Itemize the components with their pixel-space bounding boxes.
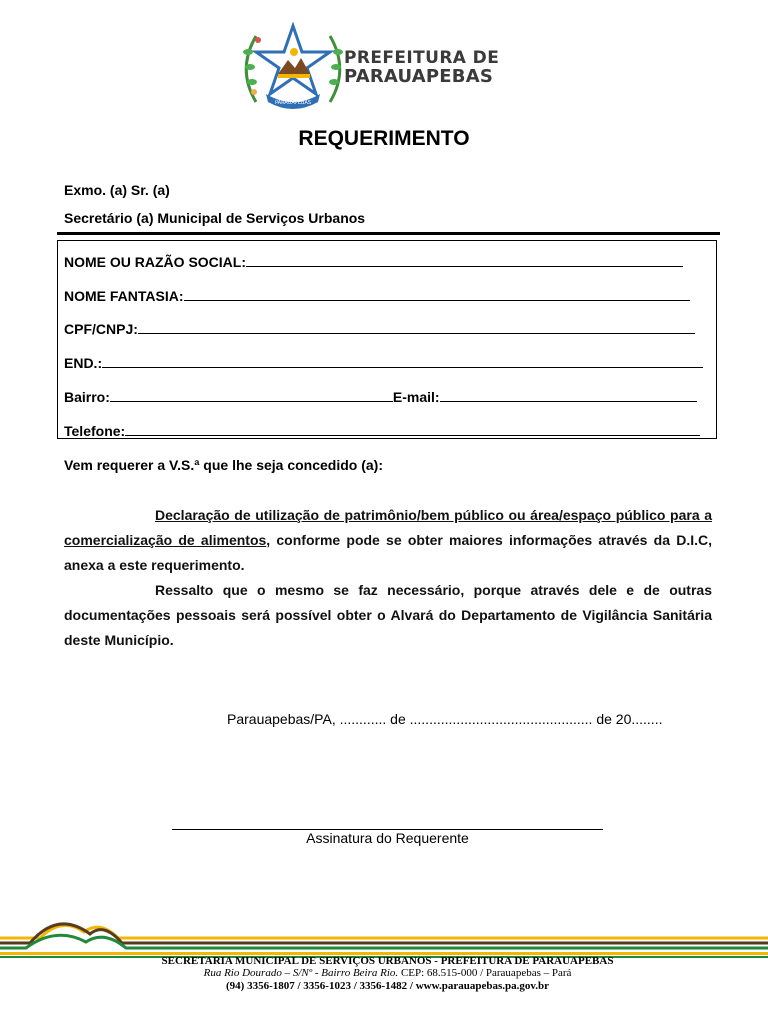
field-label-email: E-mail: [392,389,440,405]
blank-line [125,423,700,436]
blank-line [184,288,690,301]
date-place-line: Parauapebas/PA, ............ de ............................................... de 20........ [227,711,663,727]
blank-line [246,254,683,267]
field-label-nome: NOME OU RAZÃO SOCIAL: [64,254,246,270]
blank-line [440,389,697,402]
justification-text: Ressalto que o mesmo se faz necessário, porque através dele e de outras documentações pessoais será possível obter o Alvará do Departamento de Vigilância Sanitária deste Município. [64,582,712,648]
blank-line [138,321,695,334]
brand-line-1: PREFEITURA DE [344,48,500,68]
recipient: Secretário (a) Municipal de Serviços Urbanos [64,210,366,226]
declaration-rest: , conforme pode se obter maiores informações através da D.I.C, anexa a este requerimento. [64,532,712,573]
field-label-telefone: Telefone: [64,423,126,439]
signature-label: Assinatura do Requerente [306,830,469,846]
salutation: Exmo. (a) Sr. (a) [64,182,170,198]
brand-line-2: PARAUAPEBAS [344,66,494,87]
divider-rule [57,232,720,235]
blank-line [102,355,703,368]
field-label-bairro: Bairro: [64,389,110,405]
field-label-cpf: CPF/CNPJ: [64,321,138,337]
declaration-underlined: Declaração de utilização de patrimônio/bem público ou área/espaço público para a comercialização de alimentos [64,507,712,548]
footer-contact: (94) 3356-1807 / 3356-1023 / 3356-1482 / www.parauapebas.pa.gov.br [226,980,549,992]
parauapebas-coat-of-arms-icon [238,22,348,112]
footer-address-street: Rua Rio Dourado – S/Nº - Bairro Beira Rio. [203,967,399,979]
field-nome-fantasia[interactable] [64,288,690,304]
field-bairro-email[interactable] [64,389,697,405]
document-title: REQUERIMENTO [298,127,470,150]
request-statement: Vem requerer a V.S.ª que lhe seja concedido (a): [64,457,384,473]
footer-address-cep: CEP: 68.515-000 / Parauapebas – Pará [398,967,572,979]
field-nome-razao-social[interactable] [64,254,683,270]
footer-institution: SECRETARIA MUNICIPAL DE SERVIÇOS URBANOS - PREFEITURA DE PARAUAPEBAS [161,955,614,967]
field-endereco[interactable] [64,355,703,371]
field-telefone[interactable] [64,423,700,439]
declaration-paragraph [64,503,712,578]
field-label-end: END.: [64,355,103,371]
seal-ribbon-text: PARAUAPEBAS [274,100,312,106]
justification-paragraph [64,578,712,653]
footer-address [0,967,768,979]
blank-line [110,389,393,402]
field-label-fantasia: NOME FANTASIA: [64,288,184,304]
field-cpf-cnpj[interactable] [64,321,695,337]
